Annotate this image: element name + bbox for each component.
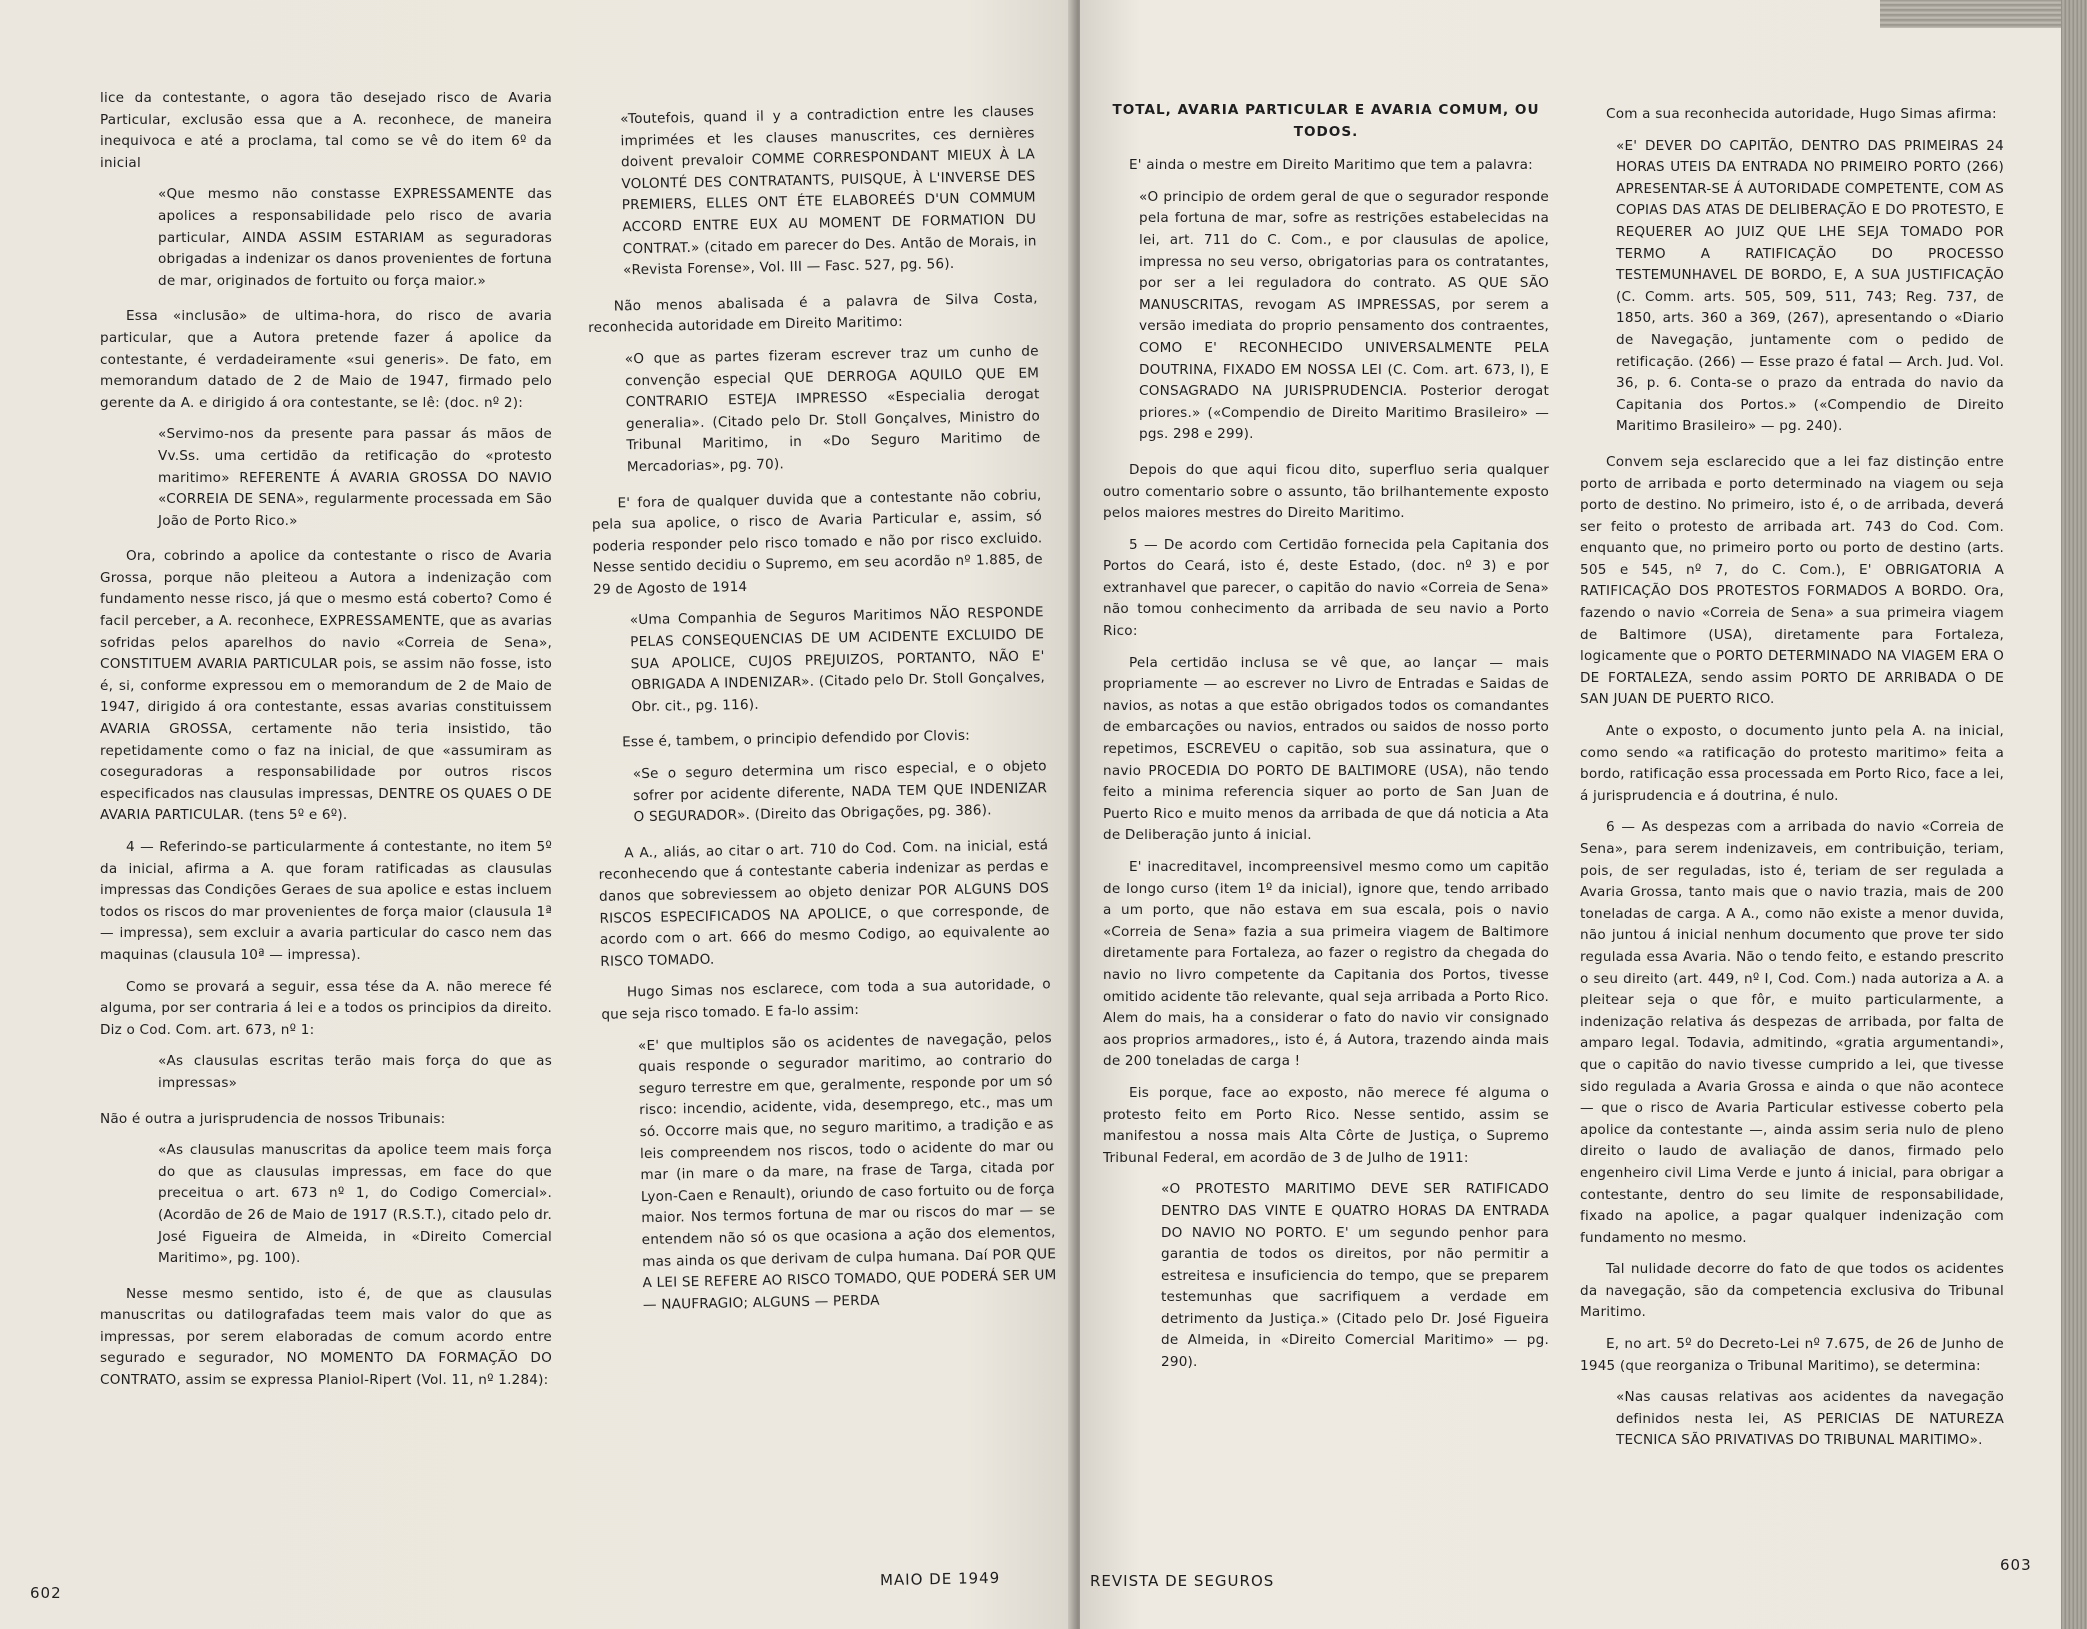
paragraph: A A., aliás, ao citar o art. 710 do Cod. Com. na inicial, está reconhecendo que á contestante caberia indenizar as perdas e danos que sobreviessem ao objeto denizar POR ALGUNS DOS RISCOS ESPECIFICADOS NA APOLICE, o que corresponde, de acordo com o art. 666 do mesmo Codigo, ao equivalente ao RISCO TOMADO. <box>598 837 1051 970</box>
block-quote: «O principio de ordem geral de que o segurador responde pela fortuna de mar, sofre as restrições estabelecidas na lei, art. 711 do C. Com., e por clausulas de apolice, impressa no seu verso, obrigatorias para os contratantes, por ser a lei reguladora do contrato. AS QUE SÃO MANUSCRITAS, revogam AS IMPRESSAS, por serem a versão imediata do proprio pensamento dos contraentes, COMO E' RECONHECIDO UNIVERSALMENTE PELA DOUTRINA, FIXADO EM NOSSA LEI (C. Com. art. 673, I), E CONSAGRADO NA JURISPRUDENCIA. Posterior derogat priores.» («Compendio de Direito Maritimo Brasileiro» — pgs. 298 e 299). <box>1139 188 1549 443</box>
paragraph: Como se provará a seguir, essa tése da A. não merece fé alguma, por ser contraria á lei e a todos os principios da direito. Diz o Cod. Com. art. 673, nº 1: <box>100 978 552 1038</box>
paragraph: Eis porque, face ao exposto, não merece fé alguma o protesto feito em Porto Rico. Nesse sentido, assim se manifestou a nossa mais Alta Côrte de Justiça, o Supremo Tribunal Federal, em acordão de 3 de Julho de 1911: <box>1103 1084 1549 1166</box>
block-quote: «O PROTESTO MARITIMO DEVE SER RATIFICADO DENTRO DAS VINTE E QUATRO HORAS DA ENTRADA DO NAVIO NO PORTO. E' um segundo penhor para garantia de todos os direitos, por não permitir a estreitesa e insuficiencia do tempo, que se preparem testemunhas que sacrifiquem a verdade em detrimento da Justiça.» (Citado pelo Dr. José Figueira de Almeida, in «Direito Comercial Maritimo» — pg. 290). <box>1161 1181 1549 1371</box>
paragraph: E' fora de qualquer duvida que a contestante não cobriu, pela sua apolice, o risco de Avaria Particular e, assim, só poderia responder pelo risco tomado e não por risco excluido. Nesse sentido decidiu o Supremo, em seu acordão nº 1.885, de 29 de Agosto de 1914 <box>591 486 1043 598</box>
paragraph: Não é outra a jurisprudencia de nossos Tribunais: <box>100 1110 446 1127</box>
block-quote: «Se o seguro determina um risco especial, e o objeto sofrer por acidente diferente, NADA TEM QUE INDENIZAR O SEGURADOR». (Direito das Obrigações, pg. 386). <box>632 758 1048 826</box>
paragraph: Ante o exposto, o documento junto pela A. na inicial, como sendo «a ratificação do protesto maritimo» feita a bordo, ratificação essa processada em Porto Rico, face a lei, á jurisprudencia e á doutrina, é nulo. <box>1580 723 2004 804</box>
page-number-right: 603 <box>2000 1556 2032 1574</box>
left-page-column-1 <box>100 88 552 1402</box>
block-quote: «Que mesmo não constasse EXPRESSAMENTE das apolices a responsabilidade pelo risco de avaria particular, AINDA ASSIM ESTARIAM as seguradoras obrigadas a indenizar os danos provenientes de fortuna de mar, originados de fortuito ou força maior.» <box>158 186 552 289</box>
paragraph: 4 — Referindo-se particularmente á contestante, no item 5º da inicial, afirma a A. que foram ratificadas as clausulas impressas das Condições Geraes de sua apolice e estas incluem todos os riscos do mar provenientes de força maior (clausula 1ª — impressa), sem excluir a avaria particular do casco nem das maquinas (clausula 10ª — impressa). <box>100 839 552 963</box>
page-number-left: 602 <box>30 1584 62 1602</box>
right-page-column-2 <box>1580 104 2004 1466</box>
running-footer-date: MAIO DE 1949 <box>879 1568 1001 1590</box>
paragraph: Com a sua reconhecida autoridade, Hugo Simas afirma: <box>1606 106 1997 122</box>
paragraph: Essa «inclusão» de ultima-hora, do risco de avaria particular, que a Autora pretende fazer á apolice da contestante, é verdadeiramente «sui generis». De fato, em memorandum datado de 2 de Maio de 1947, firmado pelo gerente da A. e dirigido á ora contestante, se lê: (doc. nº 2): <box>100 308 552 411</box>
paragraph: E, no art. 5º do Decreto-Lei nº 7.675, de 26 de Junho de 1945 (que reorganiza o Tribunal Maritimo), se determina: <box>1580 1336 2004 1374</box>
page-edges-right <box>2061 0 2087 1629</box>
block-quote: «O que as partes fizeram escrever traz um cunho de convenção especial QUE DERROGA AQUILO QUE EM CONTRARIO ESTEJA IMPRESSO «Especialia derogat generalia». (Citado pelo Dr. Stoll Gonçalves, Ministro do Tribunal Maritimo, in «Do Seguro Maritimo de Mercadorias», pg. 70). <box>624 343 1041 476</box>
left-page-column-2 <box>584 101 1057 1331</box>
paragraph: Depois do que aqui ficou dito, superfluo seria qualquer outro comentario sobre o assunto, tão brilhantemente exposto pelos maiores mestres do Direito Maritimo. <box>1103 461 1549 522</box>
block-quote: «Uma Companhia de Seguros Maritimos NÃO RESPONDE PELAS CONSEQUENCIAS DE UM ACIDENTE EXCLUIDO DE SUA APOLICE, CUJOS PREJUIZOS, PORTANTO, NÃO E' OBRIGADA A INDENIZAR». (Citado pelo Dr. Stoll Gonçalves, Obr. cit., pg. 116). <box>629 604 1046 716</box>
block-quote: «Nas causas relativas aos acidentes da navegação definidos nesta lei, AS PERICIAS DE NATUREZA TECNICA SÃO PRIVATIVAS DO TRIBUNAL MARITIMO». <box>1616 1389 2004 1449</box>
paragraph: Hugo Simas nos esclarece, com toda a sua autoridade, o que seja risco tomado. E fa-lo assim: <box>601 976 1052 1023</box>
paragraph: Não menos abalisada é a palavra de Silva Costa, reconhecida autoridade em Direito Maritimo: <box>588 290 1038 337</box>
paragraph: Esse é, tambem, o principio defendido por Clovis: <box>622 728 971 751</box>
block-quote: «E' DEVER DO CAPITÃO, DENTRO DAS PRIMEIRAS 24 HORAS UTEIS DA ENTRADA NO PRIMEIRO PORTO (266) APRESENTAR-SE Á AUTORIDADE COMPETENTE, COM AS COPIAS DAS ATAS DE DELIBERAÇÃO E DO PROTESTO, E REQUERER AO JUIZ QUE LHE SEJA TOMADO POR TERMO A RATIFICAÇÃO DO PROCESSO TESTEMUNHAVEL DE BORDO, E, A SUA JUSTIFICAÇÃO (C. Comm. arts. 505, 509, 511, 743; Reg. 737, de 1850, arts. 360 a 369, (267), apresentando o «Diario de Navegação, juntamente com o pedido de retificação. (266) — Esse prazo é fatal — Arch. Jud. Vol. 36, p. 6. Conta-se o prazo da entrada do navio da Capitania dos Portos.» («Compendio de Direito Maritimo Brasileiro» — pg. 240). <box>1616 137 2004 435</box>
paragraph: lice da contestante, o agora tão desejado risco de Avaria Particular, exclusão essa que a A. reconhece, de maneira inequivoca e até a proclama, tal como se vê do item 6º da inicial <box>100 90 552 171</box>
block-quote: «E' que multiplos são os acidentes de navegação, pelos quais responde o segurador maritimo, ao contrario do seguro terrestre em que, geralmente, responde por um só risco: incendio, acidente, vida, desemprego, etc., mas um só. Occorre mais que, no seguro maritimo, a tradição e as leis compreendem nos riscos, todo o acidente do mar ou mar (in mare o da mare, na frase de Targa, citada por Lyon-Caen e Renault), oriundo de caso fortuito ou de força maior. Nos termos fortuna de mar ou riscos do mar — se entendem não só os que ocasiona a ação dos elementos, mas ainda os que derivam de culpa humana. Daí POR QUE A LEI SE REFERE AO RISCO TOMADO, QUE PODERÁ SER UM — NAUFRAGIO; ALGUNS — PERDA <box>637 1029 1057 1313</box>
running-footer-title: REVISTA DE SEGUROS <box>1090 1572 1275 1590</box>
paragraph: Tal nulidade decorre do fato de que todos os acidentes da navegação, são da competencia exclusiva do Tribunal Maritimo. <box>1580 1261 2004 1321</box>
paragraph: Convem seja esclarecido que a lei faz distinção entre porto de arribada e porto determinado na viagem ou seja porto de destino. No primeiro, isto é, o de arribada, deverá ser feito o protesto de arribada art. 743 do Cod. Com. enquanto que, no primeiro porto ou porto de destino (arts. 505 e 545, nº 7, do C. Com.), E' OBRIGATORIA A RATIFICAÇÃO DOS PROTESTOS FORMADOS A BORDO. Ora, fazendo o navio «Correia de Sena» a sua primeira viagem de Baltimore (USA), diretamente para Fortaleza, logicamente que o PORTO DETERMINADO NA VIAGEM ERA O DE FORTALEZA, sendo assim PORTO DE ARRIBADA O DE SAN JUAN DE PUERTO RICO. <box>1580 453 2004 708</box>
paragraph: E' ainda o mestre em Direito Maritimo que tem a palavra: <box>1129 157 1533 174</box>
block-quote: «Servimo-nos da presente para passar ás mãos de Vv.Ss. uma certidão da retificação do «protesto maritimo» REFERENTE Á AVARIA GROSSA DO NAVIO «CORREIA DE SENA», regularmente processada em São João de Porto Rico.» <box>158 426 552 529</box>
paragraph: Pela certidão inclusa se vê que, ao lançar — mais propriamente — ao escrever no Livro de Entradas e Saidas de navios, as notas a que estão obrigados todos os comandantes de embarcações ou navios, entrados ou saidos de nosso porto repetimos, ESCREVEU o capitão, sob sua assinatura, que o navio PROCEDIA DO PORTO DE BALTIMORE (USA), não tendo feito a minima referencia siquer ao porto de San Juan de Puerto Rico e muito menos da arribada de que dá noticia a Ata de Deliberação junto á inicial. <box>1103 654 1549 844</box>
paragraph: Ora, cobrindo a apolice da contestante o risco de Avaria Grossa, porque não pleiteou a Autora a indenização com fundamento nesse risco, já que o mesmo está coberto? Como é facil perceber, a A. reconhece, EXPRESSAMENTE, que as avarias sofridas pelos aparelhos do navio «Correia de Sena», CONSTITUEM AVARIA PARTICULAR pois, se assim não fosse, isto é, si, conforme expressou em o memorandum de 2 de Maio de 1947, dirigido á ora contestante, essas avarias constituissem AVARIA GROSSA, certamente não teria insistido, tão repetidamente como o faz na inicial, de que «assumiram as coseguradoras a responsabilidade por outros riscos especificados nas clausulas impressas, DENTRE OS QUAES O DE AVARIA PARTICULAR. (tens 5º e 6º). <box>100 548 552 824</box>
page-edges-top <box>1880 0 2087 28</box>
paragraph: Nesse mesmo sentido, isto é, de que as clausulas manuscritas ou datilografadas teem mais valor do que as impressas, por serem elaboradas de comum acordo entre segurado e segurador, NO MOMENTO DA FORMAÇÃO DO CONTRATO, assim se expressa Planiol-Ripert (Vol. 11, nº 1.284): <box>100 1285 552 1389</box>
block-quote: «As clausulas manuscritas da apolice teem mais força do que as clausulas impressas, em face do que preceitua o art. 673 nº 1, do Codigo Comercial». (Acordão de 26 de Maio de 1917 (R.S.T.), citado pelo dr. José Figueira de Almeida, in «Direito Comercial Maritimo», pg. 100). <box>158 1142 552 1267</box>
right-page-column-1 <box>1103 100 1549 1388</box>
block-quote: «Toutefois, quand il y a contradiction entre les clauses imprimées et les clauses manuscrites, ces dernières doivent prevaloir COMME CORRESPONDANT MIEUX À LA VOLONTÉ DES CONTRATANTS, PUISQUE, À L'INVERSE DES PREMIERS, ELLES ONT ÉTE ELABOREÉS D'UN COMMUM ACCORD ENTRE EUX AU MOMENT DE FORMATION DU CONTRAT.» (citado em parecer do Des. Antão de Morais, in «Revista Forense», Vol. III — Fasc. 527, pg. 56). <box>620 103 1037 279</box>
section-heading: TOTAL, AVARIA PARTICULAR E AVARIA COMUM, OU TODOS. <box>1112 102 1540 140</box>
paragraph: 6 — As despezas com a arribada do navio «Correia de Sena», para serem indenizaveis, em contribuição, teriam, pois, de ser reguladas, isto é, teriam de ser regulada a Avaria Grossa, tanto mais que o navio trazia, mais de 200 toneladas de carga. A A., como não existe a menor duvida, não juntou á inicial nenhum documento que prove ter sido regulada essa Avaria. Não o tendo feito, e estando prescrito o seu direito (art. 449, nº I, Cod. Com.) nada autoriza a A. a pleitear seja o que fôr, e muito particularmente, a indenização relativa ás despezas de arribada, por falta de amparo legal. Todavia, admitindo, «gratia argumentandi», que o capitão do navio tivesse cumprido a lei, que tivesse sido regulada a Avaria Grossa e ainda o que não acontece — que o risco de Avaria Particular estivesse coberto pela apolice da contestante —, ainda assim seria nulo de pleno direito o laudo de avaliação de danos, firmado pelo engenheiro civil Lima Verde e junto á inicial, para obrigar a contestante, dentro do seu limite de responsabilidade, fixado na apolice, a pagar qualquer indenização com fundamento no mesmo. <box>1580 819 2004 1246</box>
paragraph: 5 — De acordo com Certidão fornecida pela Capitania dos Portos do Ceará, isto é, deste Estado, (doc. nº 3) e por extranhavel que parecer, o capitão do navio «Correia de Sena» não tomou conhecimento da arribada de seu navio a Porto Rico: <box>1103 536 1549 640</box>
paragraph: E' inacreditavel, incompreensivel mesmo como um capitão de longo curso (item 1º da inicial), ignore que, tendo arribado a um porto, que não estava em sua escala, pois o navio «Correia de Sena» fazia a sua primeira viagem de Baltimore diretamente para Fortaleza, ao fazer o registro da chegada do navio no livro competente da Capitania dos Portos, tivesse omitido acidente tão relevante, qual seja arribada a Porto Rico. Alem do mais, ha a considerar o fato do navio vir consignado aos proprios armadores,, isto é, á Autora, trazendo ainda mais de 200 toneladas de carga ! <box>1103 859 1549 1070</box>
block-quote: «As clausulas escritas terão mais força do que as impressas» <box>158 1053 552 1091</box>
